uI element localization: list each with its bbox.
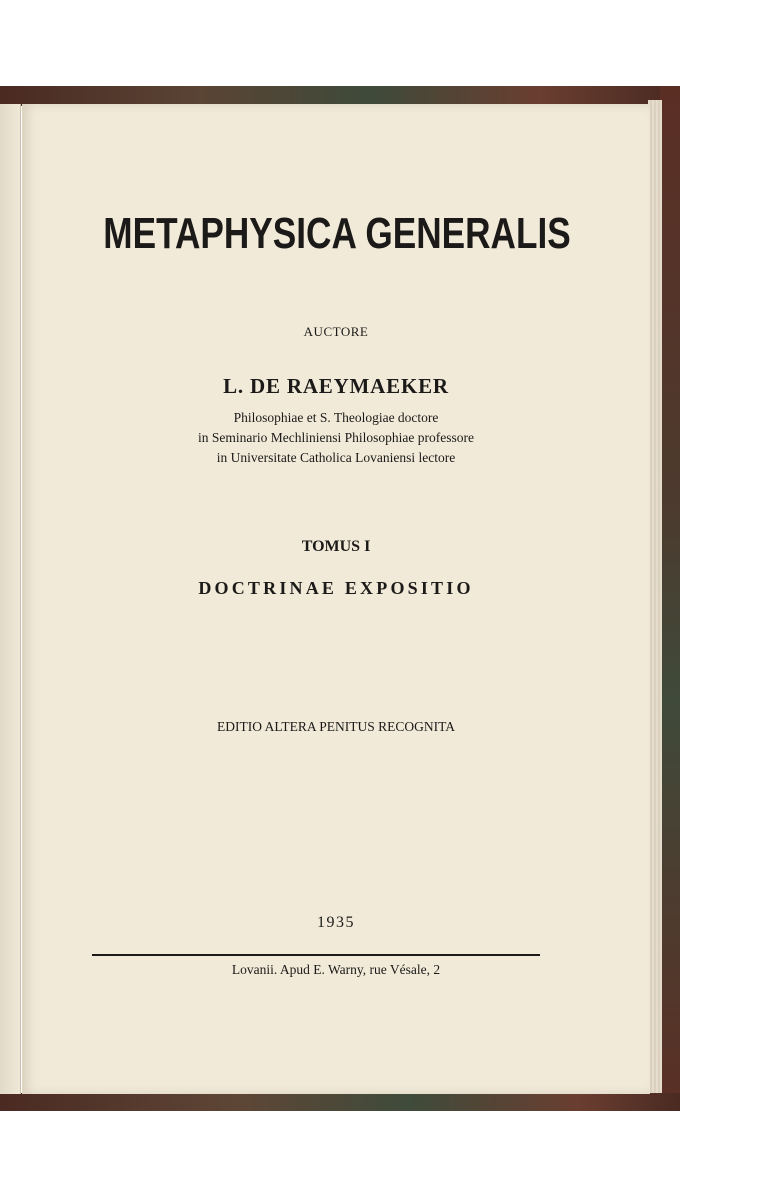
title-page [22, 104, 650, 1094]
book-cover-top-edge [0, 86, 673, 106]
author-name: L. DE RAEYMAEKER [223, 374, 449, 398]
facing-page-edge [0, 104, 21, 1094]
book-title: METAPHYSICA GENERALIS [103, 209, 571, 258]
edition-note: EDITIO ALTERA PENITUS RECOGNITA [216, 719, 456, 734]
book-cover-bottom-edge [0, 1093, 680, 1111]
author-credential: in Universitate Catholica Lovaniensi lectore [216, 450, 456, 465]
auctore-label: AUCTORE [303, 324, 369, 339]
author-credential: Philosophiae et S. Theologiae doctore [233, 410, 439, 425]
publisher-imprint: Lovanii. Apud E. Warny, rue Vésale, 2 [231, 962, 441, 977]
book-subtitle: DOCTRINAE EXPOSITIO [198, 578, 474, 598]
volume-label: TOMUS I [301, 538, 371, 555]
page-block-edge [648, 100, 662, 1093]
publication-year: 1935 [317, 914, 355, 931]
author-credential: in Seminario Mechliniensi Philosophiae professore [198, 430, 474, 445]
book-cover-right-edge [660, 86, 680, 1111]
divider-rule [92, 954, 540, 956]
